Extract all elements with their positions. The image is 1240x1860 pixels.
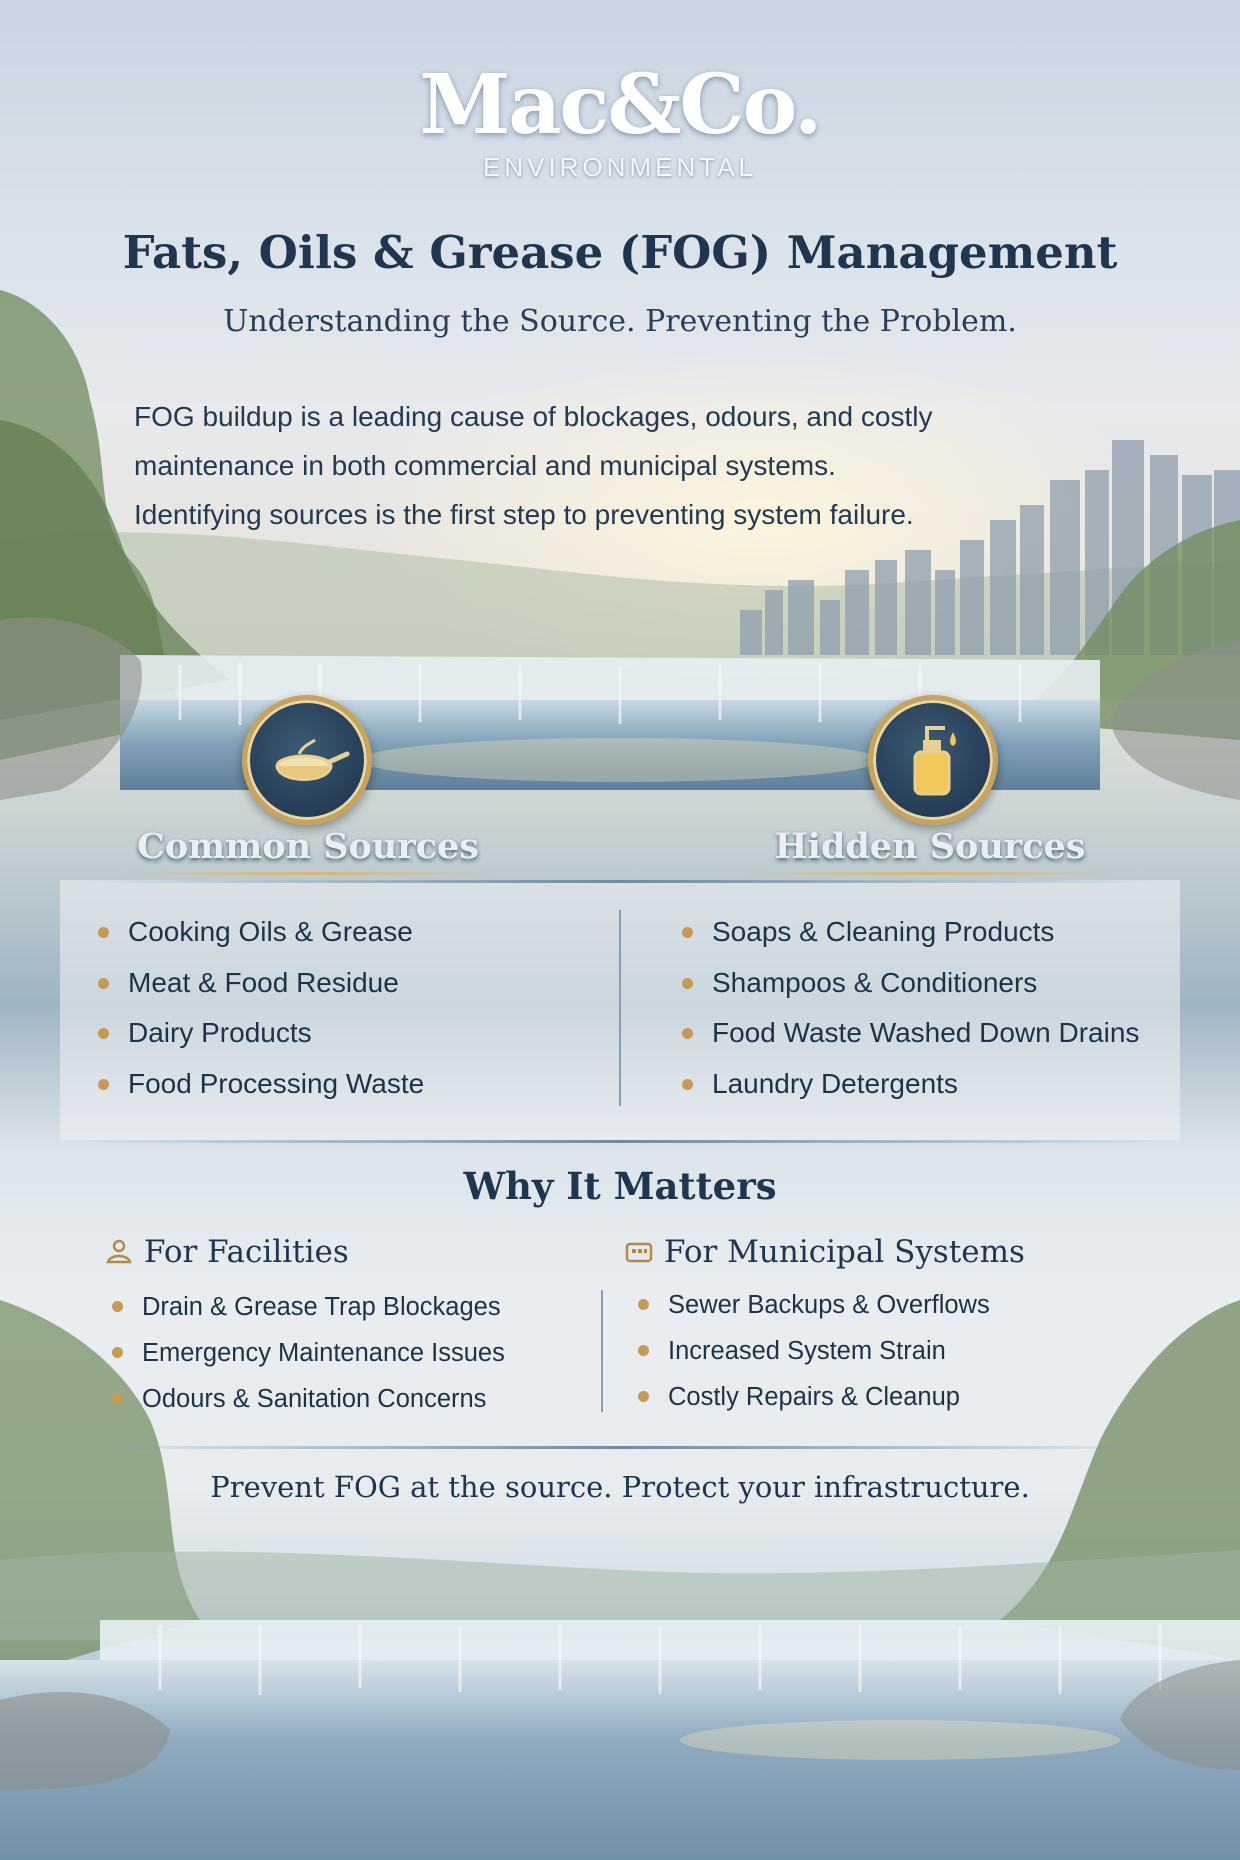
facilities-heading [104,1234,349,1270]
brand-name: Mac&Co. [419,57,821,153]
list-item: Food Processing Waste [96,1059,424,1110]
list-item: Soaps & Cleaning Products [680,907,1139,958]
brand-logo [0,57,1240,183]
municipal-heading [624,1234,1025,1270]
intro-paragraph [134,392,1094,539]
facilities-list [110,1284,505,1422]
frying-pan-icon [242,695,372,825]
list-item: Sewer Backups & Overflows [636,1282,990,1328]
footer-rule [80,1446,1160,1449]
list-item: Emergency Maintenance Issues [110,1330,505,1376]
soap-bottle-icon [868,695,998,825]
person-icon [104,1238,134,1264]
facilities-heading-label: For Facilities [144,1234,349,1270]
list-item: Drain & Grease Trap Blockages [110,1284,505,1330]
sources-divider [619,910,621,1106]
list-item: Odours & Sanitation Concerns [110,1376,505,1422]
common-sources-heading: Common Sources [136,826,480,867]
intro-line: maintenance in both commercial and municipal systems. [134,450,836,481]
hidden-sources-underline [740,872,1120,875]
page-title: Fats, Oils & Grease (FOG) Management [122,226,1118,279]
common-sources-underline [120,872,500,875]
why-it-matters-heading: Why It Matters [463,1164,777,1208]
intro-line: Identifying sources is the first step to preventing system failure. [134,499,914,530]
municipal-heading-label: For Municipal Systems [664,1234,1025,1270]
hidden-sources-heading: Hidden Sources [774,826,1086,867]
list-item: Laundry Detergents [680,1059,1139,1110]
hidden-sources-list [680,907,1139,1109]
footer-slogan: Prevent FOG at the source. Protect your infrastructure. [210,1470,1030,1504]
list-item: Dairy Products [96,1008,424,1059]
brand-subtitle: ENVIRONMENTAL [483,152,757,182]
intro-line: FOG buildup is a leading cause of blockages, odours, and costly [134,401,933,432]
common-sources-list [96,907,424,1109]
list-item: Meat & Food Residue [96,958,424,1009]
list-item: Costly Repairs & Cleanup [636,1374,990,1420]
list-item: Shampoos & Conditioners [680,958,1139,1009]
list-item: Cooking Oils & Grease [96,907,424,958]
list-item: Food Waste Washed Down Drains [680,1008,1139,1059]
why-divider [601,1290,603,1412]
section-divider [80,1140,1160,1143]
building-icon [624,1238,654,1264]
list-item: Increased System Strain [636,1328,990,1374]
municipal-list [636,1282,990,1420]
sources-top-rule [80,880,1160,883]
page-tagline: Understanding the Source. Preventing the Problem. [223,304,1017,339]
